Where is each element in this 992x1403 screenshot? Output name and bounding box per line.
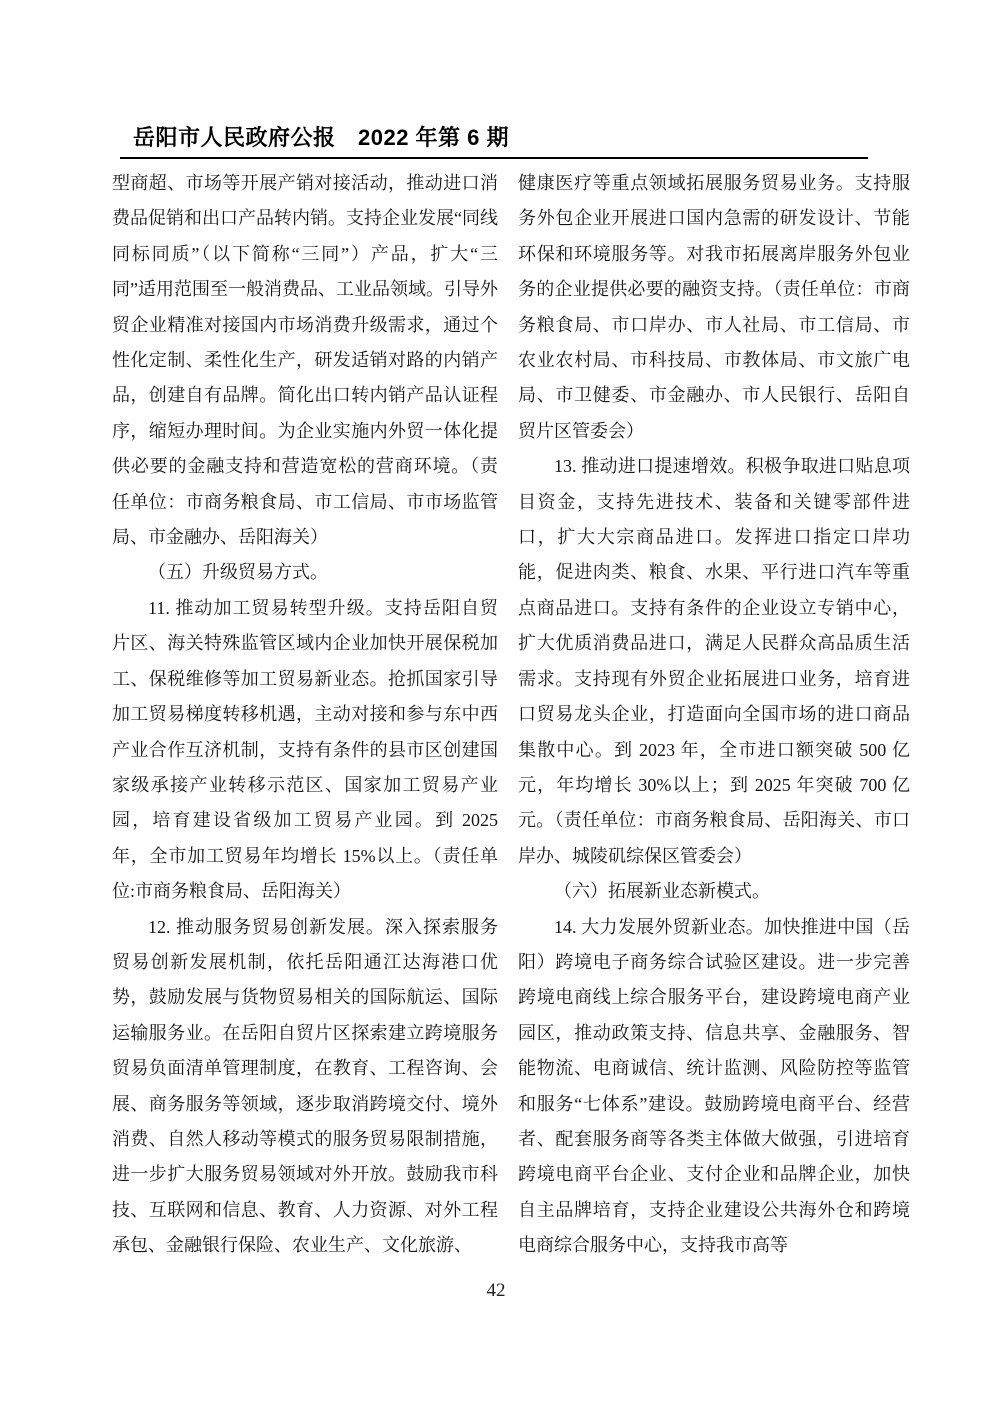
text-columns [112, 166, 910, 1268]
page-header [120, 125, 868, 159]
paragraph-continuation: 型商超、市场等开展产销对接活动，推动进口消费品促销和出口产品转内销。支持企业发展“同线同标同质”（以下简称“三同”）产品，扩大“三同”适用范围至一般消费品、工业品领域。引导外贸企业精准对接国内市场消费升级需求，通过个性化定制、柔性化生产，研发适销对路的内销产品，创建自有品牌。简化出口转内销产品认证程序，缩短办理时间。为企业实施内外贸一体化提供必要的金融支持和营造宽松的营商环境。（责任单位：市商务粮食局、市工信局、市市场监管局、市金融办、岳阳海关） [112, 173, 498, 548]
header-title: 岳阳市人民政府公报 2022 年第 6 期 [133, 125, 510, 150]
paragraph-section-5-heading: （五）升级贸易方式。 [148, 562, 328, 583]
paragraph-item-13: 13. 推动进口提速增效。积极争取进口贴息项目资金，支持先进技术、装备和关键零部件进口，扩大大宗商品进口。发挥进口指定口岸功能，促进肉类、粮食、水果、平行进口汽车等重点商品进口。支持有条件的企业设立专销中心，扩大优质消费品进口，满足人民群众高品质生活需求。支持现有外贸企业拓展进口业务，培育进口贸易龙头企业，打造面向全国市场的进口商品集散中心。到 2023 年，全市进口额突破 500 亿元，年均增长 30%以上；到 2025 年突破 700 亿元。（责任单位：市商务粮食局、岳阳海关、市口岸办、城陵矶综保区管委会） [518, 456, 910, 866]
page-number: 42 [486, 1280, 506, 1301]
paragraph-item-11: 11. 推动加工贸易转型升级。支持岳阳自贸片区、海关特殊监管区域内企业加快开展保税加工、保税维修等加工贸易新业态。抢抓国家引导加工贸易梯度转移机遇，主动对接和参与东中西产业合作互济机制，支持有条件的县市区创建国家级承接产业转移示范区、国家加工贸易产业园，培育建设省级加工贸易产业园。到 2025 年，全市加工贸易年均增长 15%以上。（责任单位:市商务粮食局、岳阳海关） [112, 597, 498, 902]
column-right [518, 166, 910, 1268]
paragraph-item-12: 12. 推动服务贸易创新发展。深入探索服务贸易创新发展机制，依托岳阳通江达海港口优势，鼓励发展与货物贸易相关的国际航运、国际运输服务业。在岳阳自贸片区探索建立跨境服务贸易负面清单管理制度，在教育、工程咨询、会展、商务服务等领域，逐步取消跨境交付、境外消费、自然人移动等模式的服务贸易限制措施，进一步扩大服务贸易领域对外开放。鼓励我市科技、互联网和信息、教育、人力资源、对外工程承包、金融银行保险、农业生产、文化旅游、 [112, 916, 498, 1256]
column-left [112, 166, 498, 1268]
paragraph-item-14: 14. 大力发展外贸新业态。加快推进中国（岳阳）跨境电子商务综合试验区建设。进一步完善跨境电商线上综合服务平台，建设跨境电商产业园区，推动政策支持、信息共享、金融服务、智能物流、电商诚信、统计监测、风险防控等监管和服务“七体系”建设。鼓励跨境电商平台、经营者、配套服务商等各类主体做大做强，引进培育跨境电商平台企业、支付企业和品牌企业，加快自主品牌培育，支持企业建设公共海外仓和跨境电商综合服务中心，支持我市高等 [518, 916, 910, 1256]
paragraph-section-6-heading: （六）拓展新业态新模式。 [554, 881, 770, 902]
paragraph-continuation: 健康医疗等重点领域拓展服务贸易业务。支持服务外包企业开展进口国内急需的研发设计、节能环保和环境服务等。对我市拓展离岸服务外包业务的企业提供必要的融资支持。（责任单位：市商务粮食局、市口岸办、市人社局、市工信局、市农业农村局、市科技局、市教体局、市文旅广电局、市卫健委、市金融办、市人民银行、岳阳自贸片区管委会） [518, 173, 910, 441]
